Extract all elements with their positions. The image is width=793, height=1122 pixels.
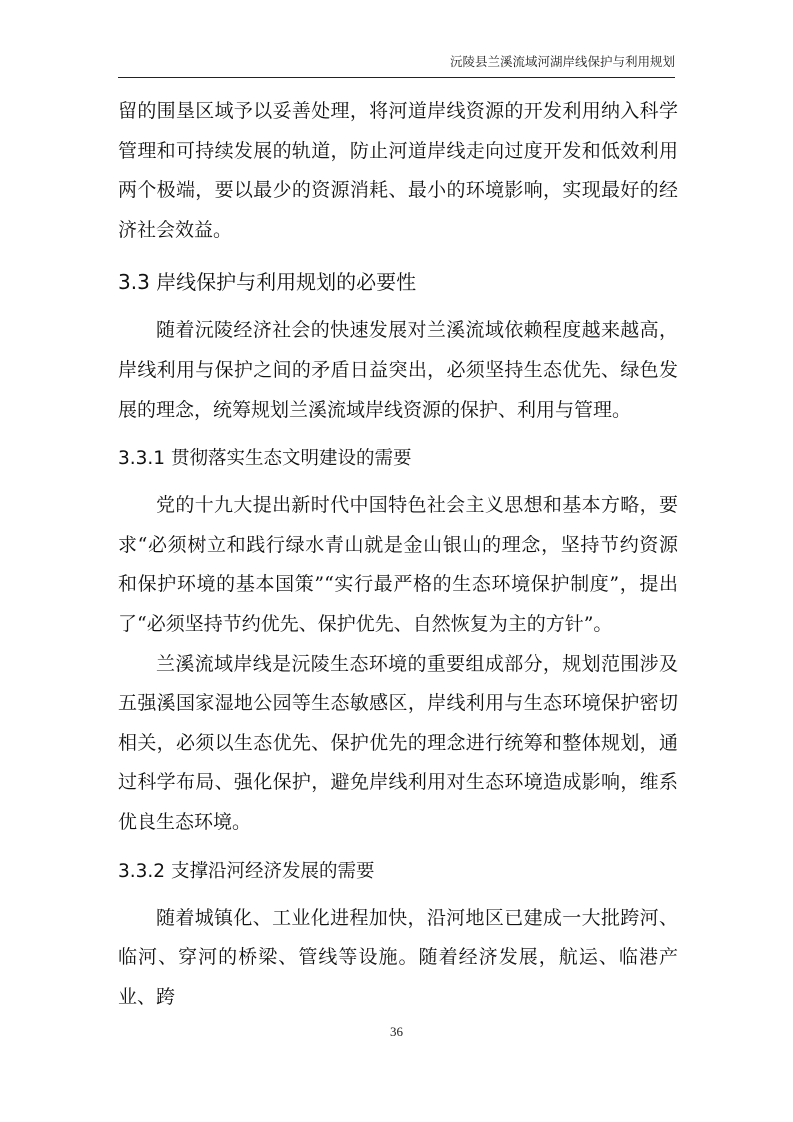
running-header: 沅陵县兰溪流域河湖岸线保护与利用规划 — [118, 52, 675, 78]
paragraph: 随着城镇化、工业化进程加快，沿河地区已建成一大批跨河、临河、穿河的桥梁、管线等设施。随着经济发展，航运、临港产业、跨 — [118, 906, 678, 1008]
paragraph-continued: 留的围垦区域予以妥善处理，将河道岸线资源的开发利用纳入科学管理和可持续发展的轨道，防止河道岸线走向过度开发和低效利用两个极端，要以最少的资源消耗、最小的环境影响，实现最好的经济社会效益。 — [118, 100, 678, 241]
section-heading-3-3-2: 3.3.2 支撑沿河经济发展的需要 — [118, 860, 375, 882]
section-heading-3-3: 3.3 岸线保护与利用规划的必要性 — [118, 270, 417, 295]
paragraph: 随着沅陵经济社会的快速发展对兰溪流域依赖程度越来越高，岸线利用与保护之间的矛盾日益突出，必须坚持生态优先、绿色发展的理念，统筹规划兰溪流域岸线资源的保护、利用与管理。 — [118, 319, 678, 421]
section-heading-3-3-1: 3.3.1 贯彻落实生态文明建设的需要 — [118, 448, 412, 470]
document-body — [118, 92, 678, 1017]
page-number: 36 — [390, 1024, 403, 1039]
paragraph: 兰溪流域岸线是沅陵生态环境的重要组成部分，规划范围涉及五强溪国家湿地公园等生态敏感区，岸线利用与生态环境保护密切相关，必须以生态优先、保护优先的理念进行统筹和整体规划，通过科学布局、强化保护，避免岸线利用对生态环境造成影响，维系优良生态环境。 — [118, 652, 678, 833]
paragraph: 党的十九大提出新时代中国特色社会主义思想和基本方略，要求“必须树立和践行绿水青山就是金山银山的理念，坚持节约资源和保护环境的基本国策”“实行最严格的生态环境保护制度”，提出了“必须坚持节约优先、保护优先、自然恢复为主的方针”。 — [118, 494, 678, 635]
